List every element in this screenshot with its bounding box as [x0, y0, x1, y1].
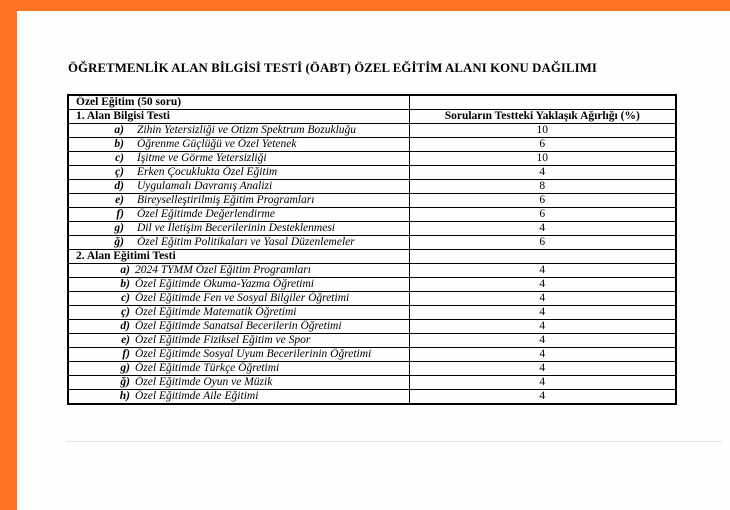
topic-label: Dil ve İletişim Becerilerinin Desteklenmesi	[137, 222, 335, 234]
item-letter: h)	[119, 390, 130, 402]
item-letter: f)	[122, 348, 130, 360]
weight-cell: 4	[409, 376, 676, 390]
item-letter: b)	[114, 138, 124, 150]
table-row	[68, 194, 676, 208]
table-row	[68, 152, 676, 166]
item-letter: g)	[120, 362, 130, 374]
table-row	[68, 334, 676, 348]
topic-label: Uygulamalı Davranış Analizi	[137, 180, 273, 192]
topic-label: Özel Eğitimde Sosyal Uyum Becerilerinin Öğretimi	[135, 348, 372, 360]
topic-cell	[68, 208, 409, 222]
item-letter: g)	[114, 222, 124, 234]
topic-label: Özel Eğitimde Sanatsal Becerilerin Öğretimi	[135, 320, 342, 332]
table-row	[68, 306, 676, 320]
table-row	[68, 236, 676, 250]
topic-cell	[68, 222, 409, 236]
topic-label: Özel Eğitim Politikaları ve Yasal Düzenlemeler	[137, 236, 355, 248]
table-row	[68, 180, 676, 194]
weight-cell: 10	[409, 124, 676, 138]
table-row	[68, 264, 676, 278]
topic-label: Zihin Yetersizliği ve Otizm Spektrum Bozukluğu	[137, 124, 357, 136]
item-letter: c)	[115, 152, 124, 164]
topic-distribution-table	[67, 94, 677, 405]
item-letter: a)	[120, 264, 130, 276]
weight-cell: 4	[409, 362, 676, 376]
weight-cell: 8	[409, 180, 676, 194]
topic-cell	[68, 320, 409, 334]
weight-cell: 4	[409, 348, 676, 362]
table-row	[68, 250, 676, 264]
weight-cell: 6	[409, 236, 676, 250]
weight-cell: 4	[409, 390, 676, 405]
item-letter: f)	[116, 208, 124, 220]
table-row	[68, 208, 676, 222]
topic-cell	[68, 124, 409, 138]
table-row	[68, 292, 676, 306]
topic-label: Öğrenme Güçlüğü ve Özel Yetenek	[137, 138, 297, 150]
topic-cell	[68, 236, 409, 250]
topic-cell: 2. Alan Eğitimi Testi	[68, 250, 409, 264]
weight-column-header: Soruların Testteki Yaklaşık Ağırlığı (%)	[409, 110, 676, 124]
topic-label: Bireyselleştirilmiş Eğitim Programları	[137, 194, 315, 206]
topic-label: Özel Eğitimde Aile Eğitimi	[135, 390, 259, 402]
topic-cell: 1. Alan Bilgisi Testi	[68, 110, 409, 124]
topic-label: Özel Eğitimde Oyun ve Müzik	[135, 376, 273, 388]
topic-label: 2024 TYMM Özel Eğitim Programları	[135, 264, 311, 276]
weight-cell	[409, 250, 676, 264]
weight-cell: 4	[409, 306, 676, 320]
topic-cell	[68, 264, 409, 278]
weight-cell	[409, 95, 676, 110]
table-row	[68, 138, 676, 152]
table-row	[68, 110, 676, 124]
topic-label: Erken Çocuklukta Özel Eğitim	[137, 166, 278, 178]
weight-cell: 4	[409, 166, 676, 180]
weight-cell: 4	[409, 264, 676, 278]
item-letter: b)	[120, 278, 130, 290]
topic-label: Özel Eğitimde Türkçe Öğretimi	[135, 362, 280, 374]
table-row	[68, 222, 676, 236]
table-row	[68, 320, 676, 334]
topic-label: İşitme ve Görme Yetersizliği	[137, 152, 267, 164]
orange-border-left	[0, 0, 17, 510]
topic-label: Özel Eğitimde Fiziksel Eğitim ve Spor	[135, 334, 311, 346]
topic-label: Özel Eğitimde Matematik Öğretimi	[135, 306, 297, 318]
topic-cell	[68, 390, 409, 405]
table-row	[68, 390, 676, 405]
topic-cell	[68, 362, 409, 376]
weight-cell: 10	[409, 152, 676, 166]
item-letter: e)	[115, 194, 124, 206]
topic-label: Özel Eğitimde Okuma-Yazma Öğretimi	[135, 278, 314, 290]
item-letter: d)	[120, 320, 130, 332]
weight-cell: 6	[409, 194, 676, 208]
weight-cell: 6	[409, 208, 676, 222]
topic-cell	[68, 376, 409, 390]
item-letter: ğ)	[120, 376, 130, 388]
table-row	[68, 362, 676, 376]
topic-cell	[68, 348, 409, 362]
topic-cell	[68, 138, 409, 152]
weight-cell: 4	[409, 320, 676, 334]
table-row	[68, 348, 676, 362]
topic-cell	[68, 166, 409, 180]
table-row	[68, 278, 676, 292]
item-letter: ç)	[121, 306, 130, 318]
table-row	[68, 95, 676, 110]
topic-label: Özel Eğitimde Değerlendirme	[137, 208, 275, 220]
orange-border-top	[0, 0, 730, 11]
item-letter: ğ)	[114, 236, 124, 248]
item-letter: a)	[114, 124, 124, 136]
item-letter: c)	[121, 292, 130, 304]
weight-cell: 4	[409, 334, 676, 348]
topic-label: Özel Eğitimde Fen ve Sosyal Bilgiler Öğretimi	[135, 292, 350, 304]
weight-cell: 4	[409, 292, 676, 306]
topic-cell	[68, 278, 409, 292]
weight-cell: 6	[409, 138, 676, 152]
topic-cell	[68, 194, 409, 208]
topic-cell	[68, 180, 409, 194]
topic-cell	[68, 292, 409, 306]
item-letter: d)	[114, 180, 124, 192]
topic-cell	[68, 334, 409, 348]
page-title: ÖĞRETMENLİK ALAN BİLGİSİ TESTİ (ÖABT) ÖZEL EĞİTİM ALANI KONU DAĞILIMI	[68, 61, 597, 75]
table-row	[68, 376, 676, 390]
faint-rule	[66, 441, 722, 442]
item-letter: e)	[121, 334, 130, 346]
topic-cell	[68, 306, 409, 320]
weight-cell: 4	[409, 222, 676, 236]
weight-cell: 4	[409, 278, 676, 292]
topic-cell: Özel Eğitim (50 soru)	[68, 95, 409, 110]
table-body	[68, 95, 676, 404]
table-row	[68, 166, 676, 180]
item-letter: ç)	[115, 166, 124, 178]
topic-cell	[68, 152, 409, 166]
table-row	[68, 124, 676, 138]
